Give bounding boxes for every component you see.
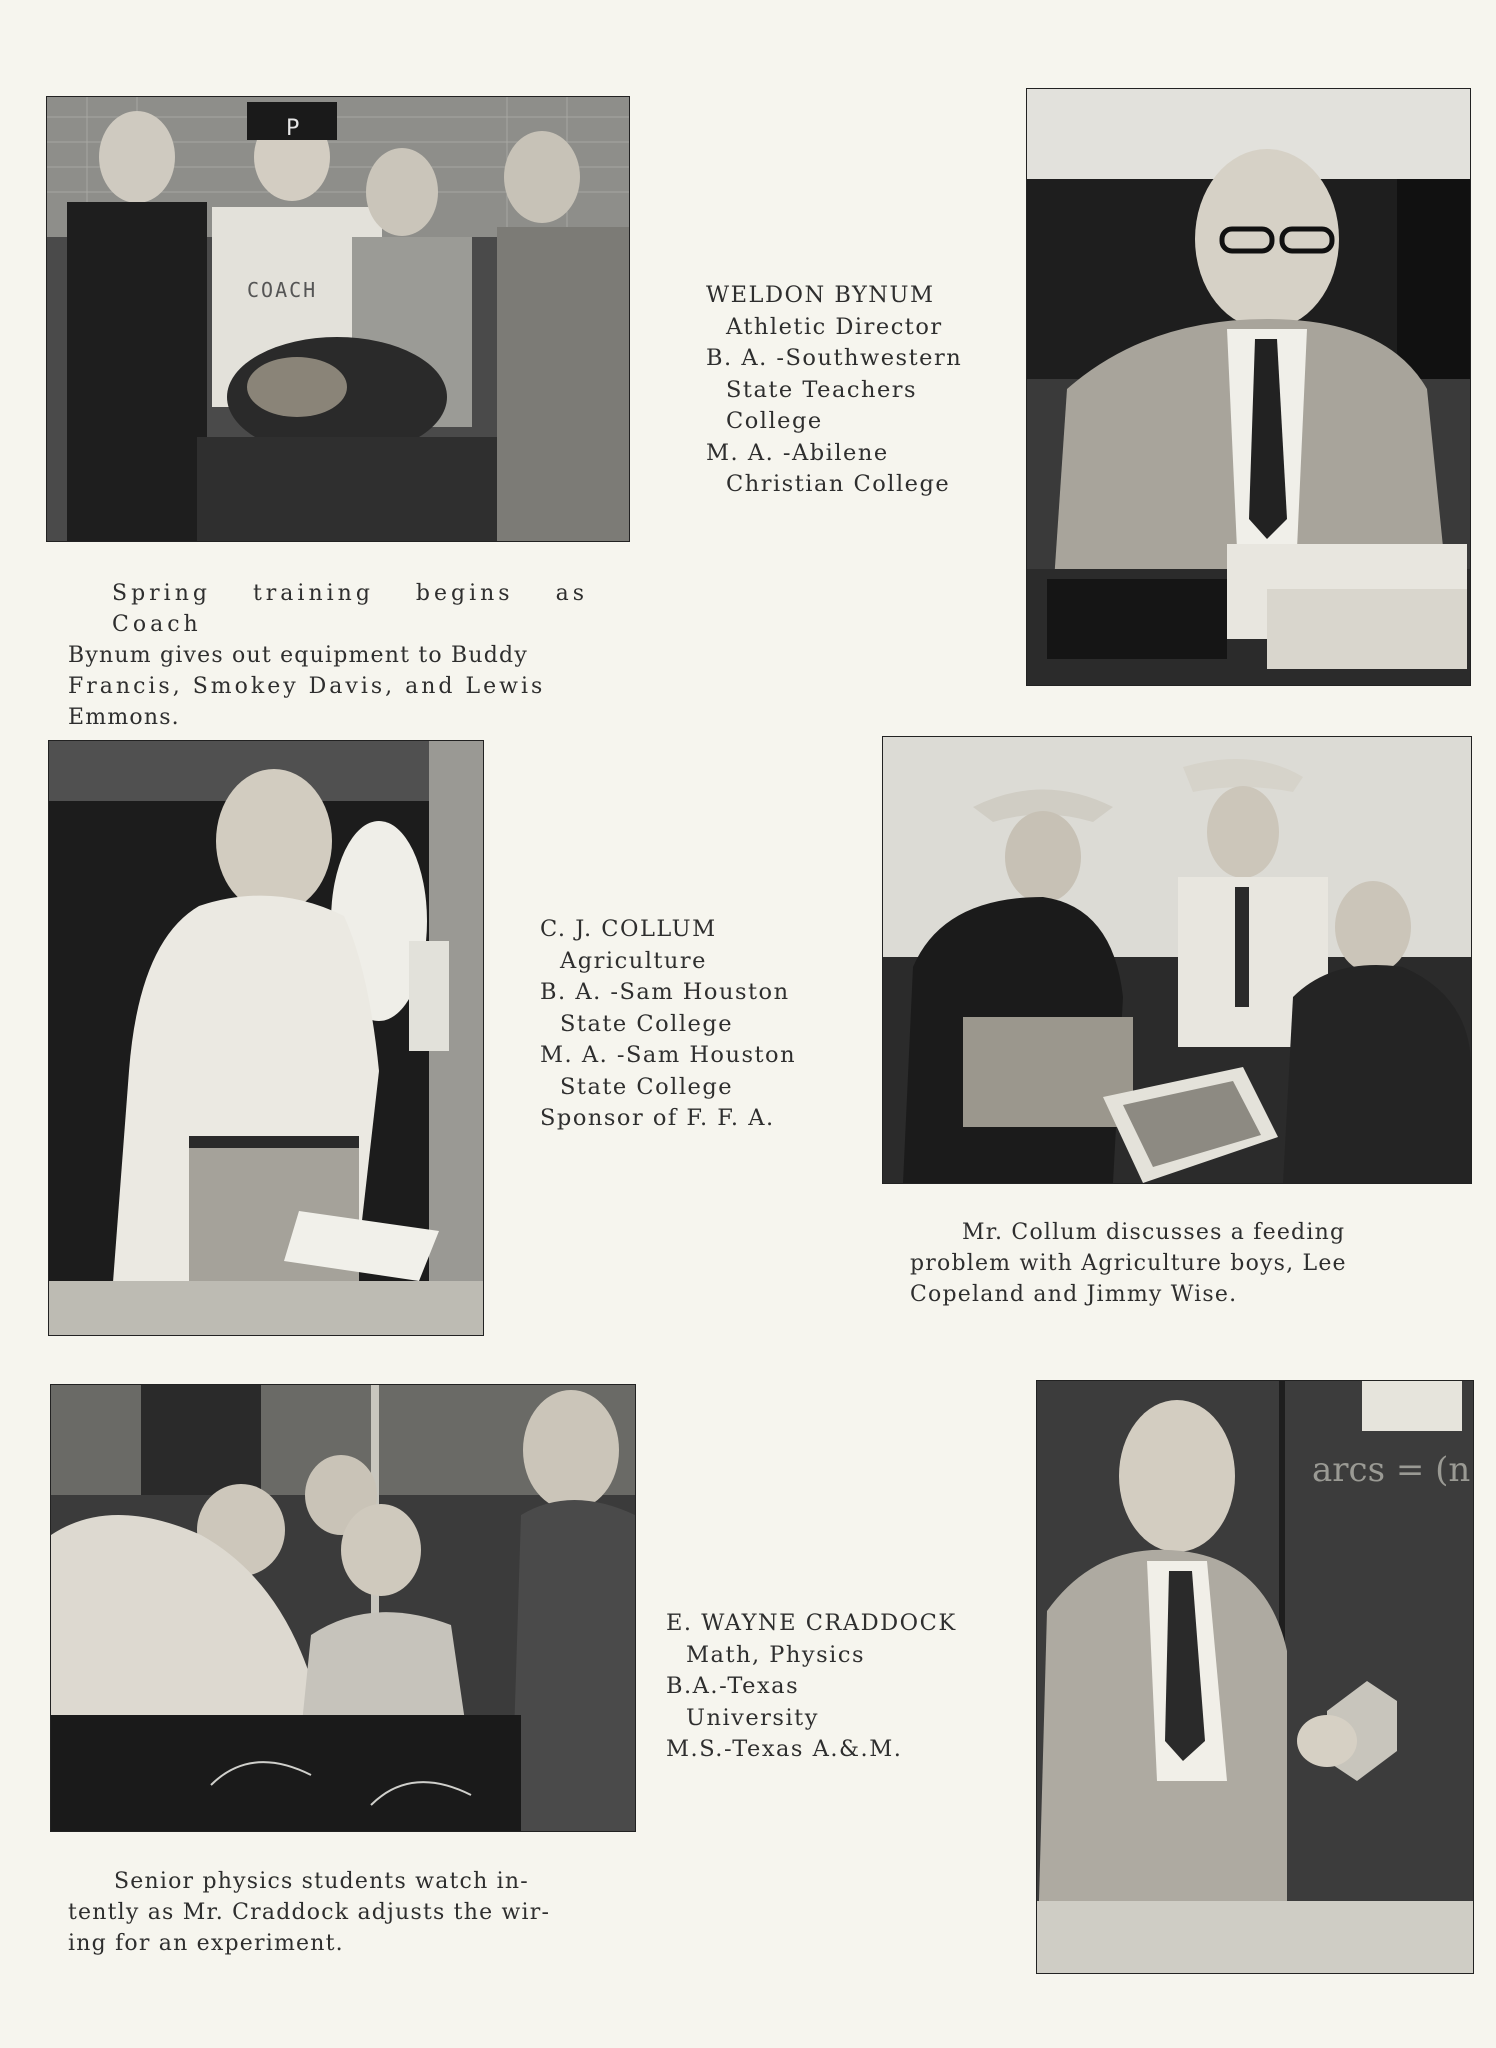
caption-line: Bynum gives out equipment to Buddy [68,643,528,668]
caption-spring-training [68,578,588,733]
teacher-detail: Athletic Director [726,313,943,340]
bio-weldon-bynum [706,280,962,501]
caption-line: Spring training begins as Coach [112,581,588,637]
photo-physics-students [50,1384,636,1832]
photo-cj-collum [48,740,484,1336]
teacher-detail: Christian College [726,471,951,497]
cap-letter: P [286,116,300,141]
teacher-detail: B. A. -Southwestern [706,345,963,371]
bio-wayne-craddock [666,1608,957,1766]
teacher-detail: B. A. -Sam Houston [540,979,790,1005]
teacher-detail: M. A. -Sam Houston [540,1042,797,1068]
photo-spring-training [46,96,630,542]
teacher-detail: State College [560,1073,734,1100]
teacher-detail: College [726,408,823,434]
shirt-text: COACH [247,278,318,302]
caption-line: ing for an experiment. [68,1931,344,1956]
caption-line: tently as Mr. Craddock adjusts the wir- [68,1900,551,1925]
teacher-name: C. J. COLLUM [540,916,717,942]
teacher-name: E. WAYNE CRADDOCK [666,1610,957,1636]
teacher-detail: Math, Physics [686,1641,866,1668]
caption-line: Francis, Smokey Davis, and Lewis [68,674,546,699]
caption-line: problem with Agriculture boys, Lee [910,1251,1347,1276]
caption-agriculture [910,1217,1442,1310]
teacher-name: WELDON BYNUM [706,282,935,308]
photo-agriculture-boys [882,736,1472,1184]
teacher-detail: University [686,1704,819,1731]
caption-line: Senior physics students watch in- [114,1869,529,1894]
caption-line: Copeland and Jimmy Wise. [910,1282,1238,1307]
teacher-detail: M. A. -Abilene [706,439,889,466]
caption-physics [68,1866,590,1959]
chalk-text: arcs = (n [1312,1450,1471,1490]
photo-weldon-bynum [1026,88,1471,686]
teacher-detail: M.S.-Texas A.&.M. [666,1736,903,1762]
teacher-detail: B.A.-Texas [666,1673,800,1699]
teacher-detail: Sponsor of F. F. A. [540,1105,775,1131]
photo-wayne-craddock [1036,1380,1474,1974]
bio-cj-collum [540,914,796,1135]
caption-line: Emmons. [68,705,180,730]
caption-line: Mr. Collum discusses a feeding [962,1220,1346,1245]
teacher-detail: State Teachers [726,376,918,403]
teacher-detail: Agriculture [560,947,707,974]
teacher-detail: State College [560,1010,734,1037]
